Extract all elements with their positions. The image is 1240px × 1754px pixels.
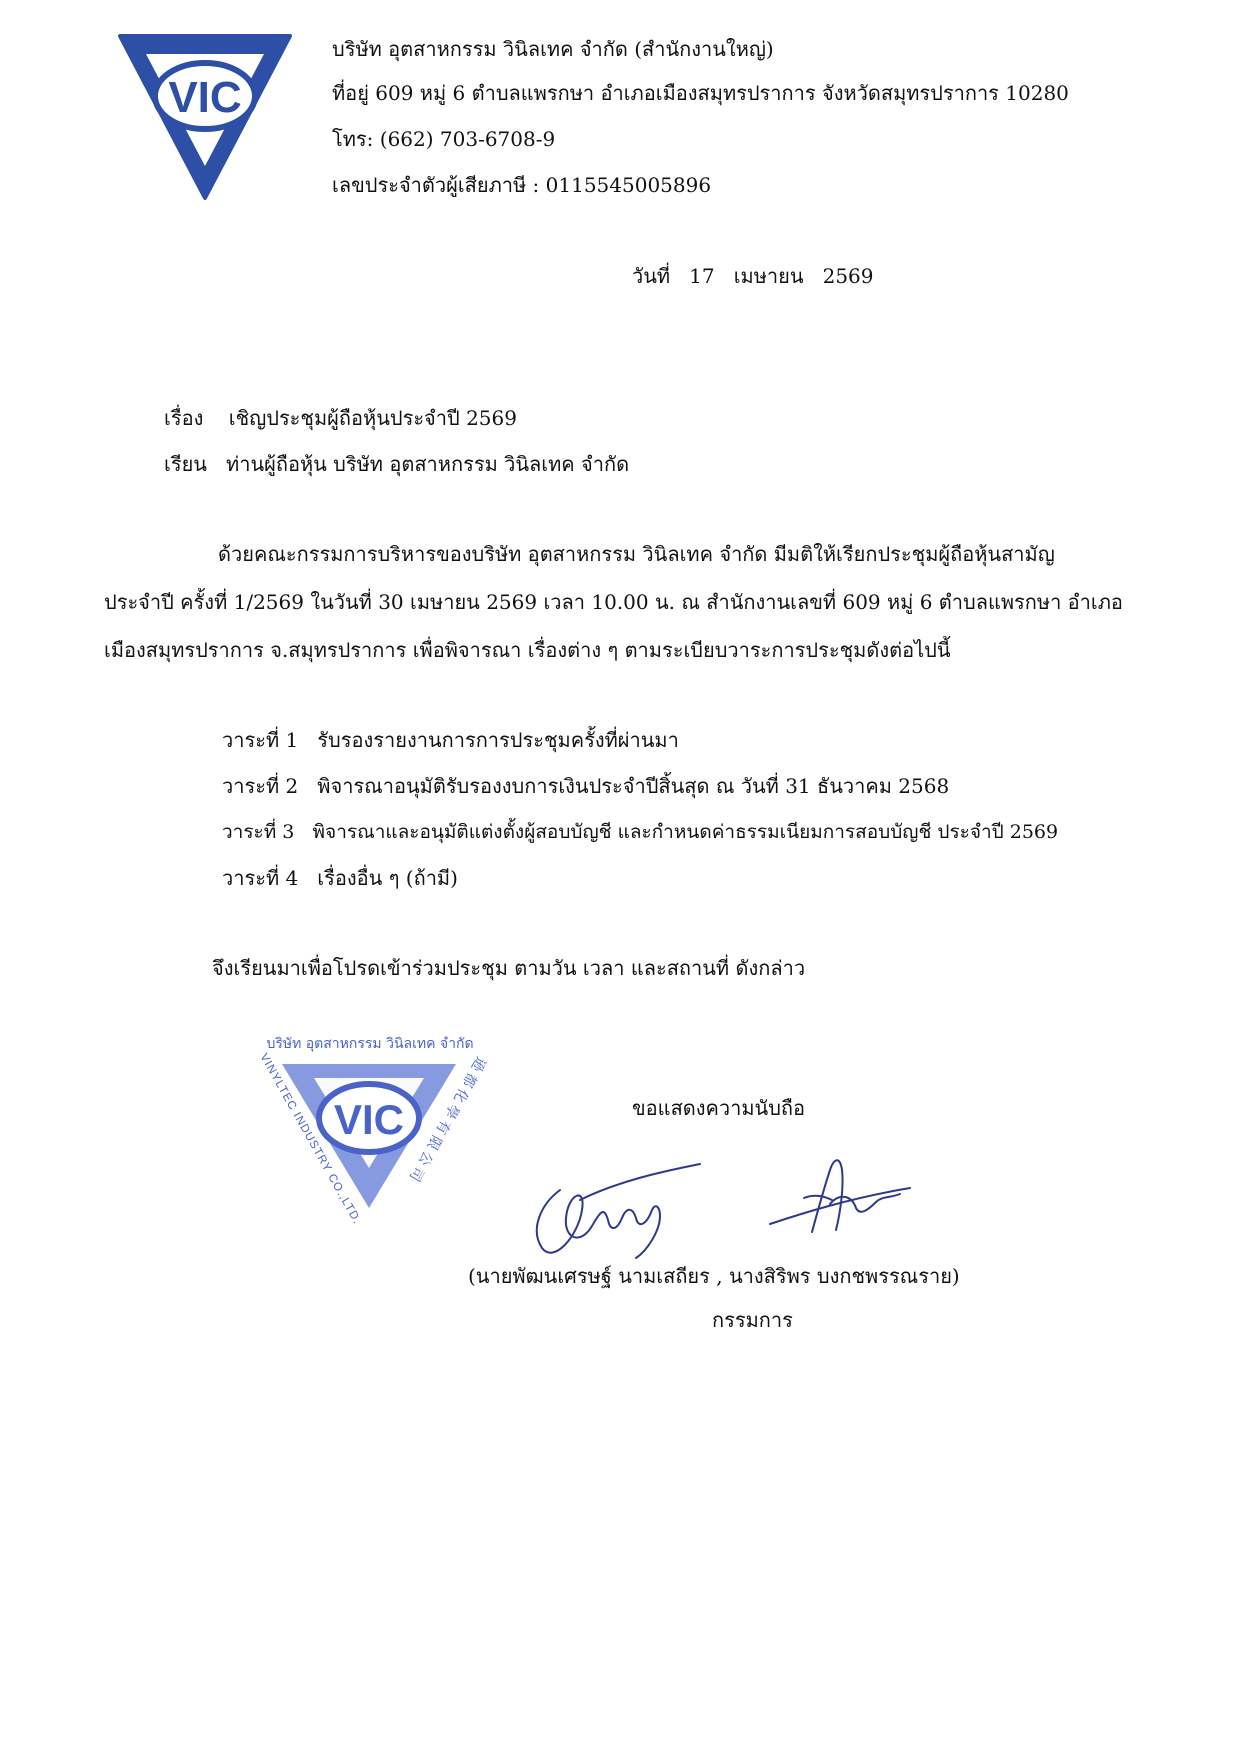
company-address: ที่อยู่ 609 หมู่ 6 ตำบลแพรกษา อำเภอเมืองสมุทรปราการ จังหวัดสมุทรปราการ 10280 <box>332 81 1069 105</box>
body-line-3: เมืองสมุทรปราการ จ.สมุทรปราการ เพื่อพิจารณา เรื่องต่าง ๆ ตามระเบียบวาระการประชุมดังต่อไปนี้ <box>104 638 951 662</box>
signature-1 <box>520 1160 710 1270</box>
agenda-item <box>222 818 1058 846</box>
letter-date <box>632 262 874 290</box>
company-stamp <box>240 1030 490 1240</box>
closing-line: จึงเรียนมาเพื่อโปรดเข้าร่วมประชุม ตามวัน เวลา และสถานที่ ดังกล่าว <box>212 956 806 980</box>
company-tax-id: เลขประจำตัวผู้เสียภาษี : 0115545005896 <box>332 173 712 197</box>
stamp-right-text: 逊都化學有限公司 <box>403 1054 489 1188</box>
recipient-line <box>164 450 629 478</box>
subject-line <box>164 404 517 432</box>
agenda-item <box>222 864 458 892</box>
logo-text: VIC <box>168 73 242 122</box>
agenda-item <box>222 772 949 800</box>
signatory-position: กรรมการ <box>712 1308 793 1332</box>
date-day: 17 <box>689 264 715 288</box>
stamp-left-text: VINYLTEC INDUSTRY CO.,LTD. <box>257 1051 364 1227</box>
agenda-item <box>222 726 679 754</box>
company-name: บริษัท อุตสาหกรรม วินิลเทค จำกัด (สำนักงานใหญ่) <box>332 37 774 61</box>
stamp-top-text: บริษัท อุตสาหกรรม วินิลเทค จำกัด <box>266 1036 474 1052</box>
agenda-label: วาระที่ 4 <box>222 866 299 890</box>
signature-2 <box>760 1148 930 1248</box>
agenda-text: เรื่องอื่น ๆ (ถ้ามี) <box>317 866 458 890</box>
agenda-label: วาระที่ 1 <box>222 728 299 752</box>
subject-label: เรื่อง <box>164 406 204 430</box>
company-logo <box>116 32 294 204</box>
company-phone: โทร: (662) 703-6708-9 <box>332 127 556 151</box>
recipient-text: ท่านผู้ถือหุ้น บริษัท อุตสาหกรรม วินิลเทค จำกัด <box>226 452 630 476</box>
date-year: 2569 <box>822 264 874 288</box>
regards: ขอแสดงความนับถือ <box>632 1096 806 1120</box>
body-line-1: ด้วยคณะกรรมการบริหารของบริษัท อุตสาหกรรม วินิลเทค จำกัด มีมติให้เรียกประชุมผู้ถือหุ้นสามัญ <box>218 542 1055 566</box>
agenda-text: พิจารณาอนุมัติรับรองงบการเงินประจำปีสิ้นสุด ณ วันที่ 31 ธันวาคม 2568 <box>317 774 950 798</box>
date-month: เมษายน <box>733 264 804 288</box>
signatories: (นายพัฒนเศรษฐ์ นามเสถียร , นางสิริพร บงกชพรรณราย) <box>468 1264 960 1288</box>
body-line-2: ประจำปี ครั้งที่ 1/2569 ในวันที่ 30 เมษายน 2569 เวลา 10.00 น. ณ สำนักงานเลขที่ 609 หมู่ 6 ตำบลแพรกษา อำเภอ <box>104 590 1123 614</box>
stamp-center-text: VIC <box>333 1096 405 1143</box>
subject-text: เชิญประชุมผู้ถือหุ้นประจำปี 2569 <box>228 406 517 430</box>
agenda-text: รับรองรายงานการการประชุมครั้งที่ผ่านมา <box>317 728 679 752</box>
agenda-label: วาระที่ 3 <box>222 821 295 843</box>
agenda-text: พิจารณาและอนุมัติแต่งตั้งผู้สอบบัญชี และกำหนดค่าธรรมเนียมการสอบบัญชี ประจำปี 2569 <box>312 821 1059 843</box>
date-label: วันที่ <box>632 264 671 288</box>
recipient-label: เรียน <box>164 452 207 476</box>
agenda-label: วาระที่ 2 <box>222 774 299 798</box>
